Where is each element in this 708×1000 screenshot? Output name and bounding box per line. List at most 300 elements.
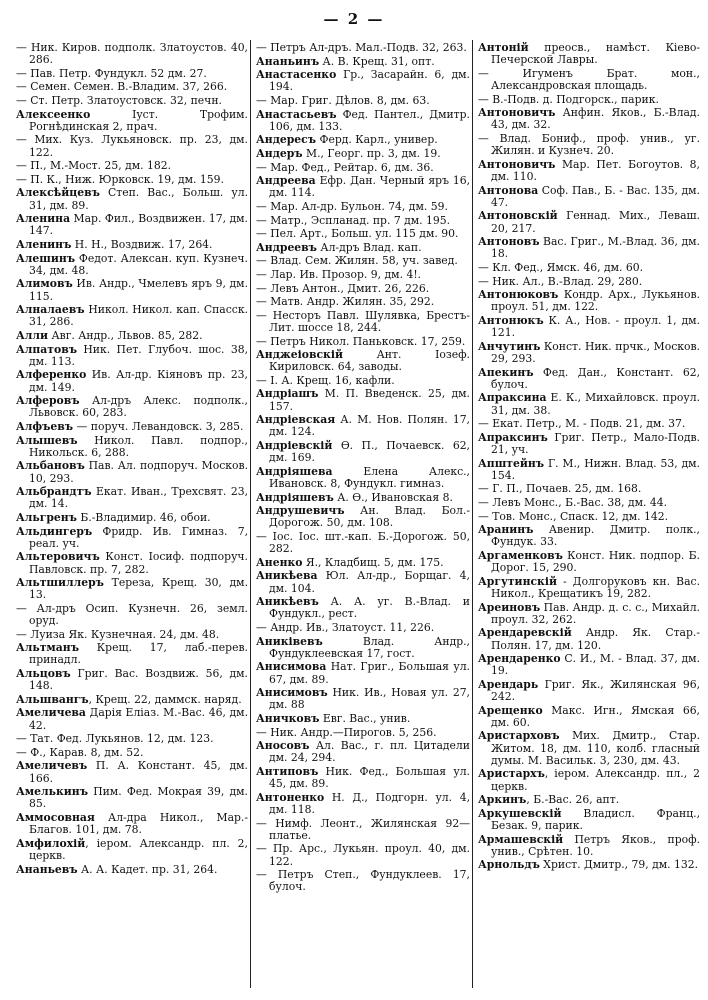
entry-details: Ефр. Дан. Черный яръ 16, дм. 114.	[269, 174, 470, 200]
directory-entry	[256, 375, 470, 387]
entry-details: Тереза, Крещ. 30, дм. 13.	[29, 576, 248, 602]
directory-entry	[16, 160, 248, 172]
directory-entry	[256, 414, 470, 438]
entry-details: преосв., намѣст. Кіево-Печерской Лавры.	[491, 42, 700, 67]
directory-entry	[256, 175, 470, 199]
entry-details: Григ. Вас. Воздвиж. 56, дм. 148.	[29, 667, 248, 693]
entry-surname: Аненко	[256, 555, 303, 569]
directory-entry	[16, 733, 248, 745]
directory-entry	[256, 570, 470, 594]
entry-details: — Петръ Никол. Паньковск. 17, 259.	[256, 334, 466, 348]
entry-details: — Мар. Фед., Рейтар. 6, дм. 36.	[256, 160, 434, 174]
directory-entry	[256, 336, 470, 348]
directory-entry	[478, 602, 700, 626]
directory-entry	[16, 253, 248, 277]
entry-details: Фед. Дан., Констант. 62, булоч.	[491, 365, 700, 391]
entry-details: Ник. Пет. Глубоч. шос. 38, дм. 113.	[29, 342, 248, 368]
entry-details: — Петръ Степ., Фундуклеев. 17, булоч.	[256, 868, 470, 894]
entry-details: — Тов. Монс., Спаск. 12, дм. 142.	[478, 509, 669, 523]
entry-details: — Iос. Iос. шт.-кап. Б.-Дорогож. 50, 282.	[256, 530, 470, 556]
entry-surname: Алфъевъ	[16, 419, 74, 433]
directory-column-2	[256, 42, 470, 992]
entry-details: — Луиза Як. Кузнечная. 24, дм. 48.	[16, 627, 220, 641]
directory-entry	[478, 367, 700, 391]
directory-entry	[478, 859, 700, 871]
directory-entry	[16, 551, 248, 575]
directory-entry	[478, 107, 700, 131]
entry-surname: Апекинъ	[478, 365, 534, 379]
directory-entry	[256, 869, 470, 893]
entry-details: С. И., М. - Влад. 37, дм. 19.	[491, 652, 700, 678]
directory-entry	[256, 492, 470, 504]
entry-details: А. А. уг. В.-Влад. и Фундукл., рест.	[269, 595, 470, 621]
entry-surname: Алексеенко	[16, 107, 91, 121]
entry-details: М., Георг. пр. 3, дм. 19.	[302, 146, 441, 160]
entry-details: Никол. Никол. кап. Спасск. 31, 286.	[29, 303, 248, 329]
entry-details: — Г. П., Почаев. 25, дм. 168.	[478, 482, 642, 496]
entry-details: Нат. Григ., Большая ул. 67, дм. 89.	[269, 660, 470, 686]
directory-entry	[16, 187, 248, 211]
entry-surname: Арнольдъ	[478, 858, 540, 872]
entry-surname: Андреева	[256, 174, 316, 188]
entry-details: А. В. Крещ. 31, опт.	[319, 54, 435, 68]
entry-details: Я., Кладбищ. 5, дм. 175.	[302, 555, 444, 569]
directory-entry	[256, 792, 470, 816]
entry-details: К. А., Нов. - проул. 1, дм. 121.	[491, 313, 700, 340]
entry-details: Конст. Iосиф. подпоруч. Павловск. пр. 7, 282.	[29, 550, 248, 576]
directory-entry	[16, 278, 248, 302]
directory-entry	[16, 486, 248, 510]
directory-entry	[478, 458, 700, 482]
entry-details: — Нимф. Леонт., Жилянская 92—платье.	[256, 816, 470, 842]
entry-details: — В.-Подв. д. Подгорск., парик.	[478, 92, 659, 106]
entry-surname: Антоновичъ	[478, 106, 556, 120]
entry-surname: Аниківевъ	[256, 634, 323, 648]
entry-surname: Альшвангъ	[16, 692, 89, 706]
entry-details: — П. К., Ниж. Юрковск. 19, дм. 159.	[16, 172, 224, 186]
entry-details: — Влад. Бониф., проф. унив., уг. Жилян. и Кузнеч. 20.	[478, 131, 700, 158]
directory-entry	[478, 276, 700, 288]
entry-surname: Аничковъ	[256, 712, 320, 726]
entry-details: Крещ. 17, лаб.-перев. принадл.	[29, 641, 248, 667]
entry-surname: Анисимовъ	[256, 686, 328, 700]
entry-details: Владисл. Франц., Безак. 9, парик.	[491, 806, 700, 833]
entry-surname: Альбрандтъ	[16, 485, 92, 499]
entry-details: Никол. Павл. подпор., Никольск. 6, 288.	[29, 433, 248, 459]
entry-surname: Андріевская	[256, 413, 336, 427]
entry-surname: Ананьевъ	[16, 862, 78, 876]
directory-entry	[16, 512, 248, 524]
entry-surname: Альдингеръ	[16, 524, 93, 538]
entry-surname: Антоновъ	[478, 235, 540, 249]
entry-details: Григ. Петр., Мало-Подв. 21, уч.	[491, 430, 700, 456]
directory-entry	[256, 727, 470, 739]
entry-surname: Амфилохій	[16, 836, 86, 850]
entry-surname: Арендаренко	[478, 652, 561, 666]
directory-entry	[16, 526, 248, 550]
entry-details: — Ник. Андр.—Пирогов. 5, 256.	[256, 725, 437, 739]
directory-entry	[16, 460, 248, 484]
directory-entry	[16, 68, 248, 80]
directory-entry	[478, 185, 700, 209]
entry-details: Ан. Влад. Бол.-Дорогож. 50, дм. 108.	[269, 504, 470, 530]
entry-details: — П., М.-Мост. 25, дм. 182.	[16, 159, 172, 173]
entry-surname: Антонюкъ	[478, 313, 544, 327]
directory-entry	[16, 786, 248, 810]
directory-entry	[478, 236, 700, 260]
directory-entry	[256, 661, 470, 685]
entry-surname: Андріяшевъ	[256, 490, 334, 504]
directory-entry	[256, 310, 470, 334]
entry-details: — Ф., Карав. 8, дм. 52.	[16, 745, 144, 759]
entry-details: Б.-Владимир. 46, обои.	[76, 510, 211, 524]
entry-surname: Арендаревскій	[478, 626, 572, 640]
directory-entry	[256, 713, 470, 725]
directory-entry	[16, 81, 248, 93]
directory-entry	[16, 369, 248, 393]
entry-details: Фед. Пантел., Дмитр. 106, дм. 133.	[269, 107, 470, 133]
directory-entry	[256, 622, 470, 634]
entry-details: , іером. Александр. пл. 2, церкв.	[29, 836, 248, 863]
column-divider	[250, 40, 251, 988]
entry-details: — Мих. Куз. Лукьяновск. пр. 23, дм. 122.	[16, 133, 248, 159]
directory-entry	[16, 239, 248, 251]
directory-entry	[478, 315, 700, 339]
entry-surname: Алналаевъ	[16, 303, 85, 317]
entry-surname: Аммосовная	[16, 811, 95, 825]
entry-details: — Пав. Петр. Фундукл. 52 дм. 27.	[16, 66, 207, 80]
entry-details: Авенир. Дмитр. полк., Фундук. 33.	[491, 523, 700, 549]
directory-entry	[16, 668, 248, 692]
directory-entry	[478, 341, 700, 365]
entry-surname: Алферовъ	[16, 394, 80, 408]
entry-surname: Альтманъ	[16, 641, 79, 655]
entry-surname: Антоній	[478, 42, 529, 54]
entry-details: Федот. Алексан. куп. Кузнеч. 34, дм. 48.	[29, 251, 248, 277]
entry-details: — Андр. Ив., Златоуст. 11, 226.	[256, 621, 435, 635]
directory-entry	[256, 95, 470, 107]
directory-entry	[256, 505, 470, 529]
directory-entry	[16, 421, 248, 433]
entry-details: Н. Д., Подгорн. ул. 4, дм. 118.	[269, 790, 470, 817]
entry-surname: Аркинъ	[478, 793, 527, 807]
entry-details: — Игуменъ Брат. мон., Александровская площадь.	[478, 66, 700, 92]
directory-entry	[478, 834, 700, 858]
directory-entry	[16, 395, 248, 419]
entry-details: — Екат. Петр., М. - Подв. 21, дм. 37.	[478, 417, 686, 431]
entry-surname: Амеличева	[16, 706, 86, 720]
entry-surname: Аникѣева	[256, 569, 318, 583]
directory-entry	[16, 304, 248, 328]
entry-details: — Петръ Ал-дръ. Мал.-Подв. 32, 263.	[256, 42, 467, 54]
entry-details: Христ. Дмитр., 79, дм. 132.	[539, 858, 699, 872]
directory-entry	[16, 213, 248, 237]
directory-entry	[256, 134, 470, 146]
entry-details: Андр. Як. Стар.-Полян. 17, дм. 120.	[491, 626, 700, 652]
directory-entry	[256, 843, 470, 867]
directory-entry	[478, 262, 700, 274]
entry-details: — поруч. Левандовск. 3, 285.	[73, 419, 244, 433]
directory-entry	[478, 94, 700, 106]
entry-details: — Ник. Киров. подполк. Златоустов. 40, 286.	[16, 42, 248, 67]
entry-details: Григ. Як., Жилянская 96, 242.	[491, 677, 700, 704]
directory-entry	[478, 42, 700, 66]
directory-entry	[478, 497, 700, 509]
directory-entry	[478, 768, 700, 792]
directory-entry	[16, 330, 248, 342]
directory-entry	[478, 392, 700, 416]
directory-entry	[16, 812, 248, 836]
entry-details: Пав. Ал. подпоруч. Москов. 10, 293.	[29, 459, 248, 485]
entry-surname: Аргутинскій	[478, 574, 557, 588]
entry-surname: Альгренъ	[16, 510, 77, 524]
page-number: — 2 —	[323, 10, 385, 28]
entry-details: — Ал-дръ Осип. Кузнечн. 26, земл. оруд.	[16, 601, 248, 628]
entry-details: — Кл. Фед., Ямск. 46, дм. 60.	[478, 260, 644, 274]
directory-entry	[478, 794, 700, 806]
entry-details: , Крещ. 22, даммск. наряд.	[88, 692, 242, 706]
directory-entry	[16, 603, 248, 627]
directory-entry	[478, 730, 700, 767]
entry-surname: Апштейнъ	[478, 456, 545, 470]
entry-details: Мар. Фил., Воздвижен. 17, дм. 147.	[29, 212, 248, 238]
directory-entry	[256, 818, 470, 842]
directory-entry	[256, 766, 470, 790]
directory-entry	[16, 694, 248, 706]
entry-details: — Левъ Антон., Дмит. 26, 226.	[256, 281, 430, 295]
entry-details: Ал-дра Никол., Мар.-Благов. 101, дм. 78.	[29, 811, 248, 837]
entry-surname: Антоновскій	[478, 209, 558, 223]
directory-entry	[256, 42, 470, 54]
entry-surname: Апраксинъ	[478, 430, 548, 444]
directory-entry	[478, 705, 700, 729]
directory-entry	[478, 210, 700, 234]
directory-entry	[256, 388, 470, 412]
entry-surname: Алпатовъ	[16, 342, 77, 356]
entry-details: - Долгоруковъ кн. Вас. Никол., Крещатикъ 19, 282.	[491, 574, 700, 600]
directory-entry	[16, 344, 248, 368]
directory-entry	[16, 577, 248, 601]
directory-entry	[256, 440, 470, 464]
directory-entry	[16, 174, 248, 186]
entry-surname: Ананьинъ	[256, 54, 320, 68]
entry-details: Гр., Засарайн. 6, дм. 194.	[269, 68, 470, 94]
directory-entry	[256, 687, 470, 711]
entry-surname: Антонова	[478, 183, 539, 197]
directory-column-1	[16, 42, 248, 992]
entry-details: Г. М., Нижн. Влад. 53, дм. 154.	[491, 456, 700, 482]
entry-details: Мих. Дмитр., Стар. Житом. 18, дм. 110, колб. гласный думы. М. Васильк. 3, 230, дм. 43.	[491, 729, 700, 767]
entry-details: Ив. Андр., Чмелевъ яръ 9, дм. 115.	[29, 277, 248, 303]
entry-details: Макс. Игн., Ямская 66, дм. 60.	[491, 703, 700, 729]
directory-entry	[478, 432, 700, 456]
entry-surname: Альтшиллеръ	[16, 576, 104, 590]
entry-surname: Анастасьевъ	[256, 107, 337, 121]
entry-surname: Аристархъ	[478, 767, 545, 781]
entry-details: — Мар. Григ. Дѣлов. 8, дм. 63.	[256, 93, 430, 107]
entry-details: Пим. Фед. Мокрая 39, дм. 85.	[29, 785, 248, 811]
directory-entry	[256, 283, 470, 295]
directory-entry	[478, 679, 700, 703]
entry-details: Мар. Пет. Богоутов. 8, дм. 110.	[491, 157, 700, 183]
entry-surname: Антоновичъ	[478, 157, 556, 171]
directory-entry	[16, 95, 248, 107]
entry-surname: Антоненко	[256, 790, 325, 804]
directory-entry	[16, 707, 248, 731]
entry-details: Влад. Андр., Фундуклеевская 17, гост.	[269, 634, 470, 660]
directory-entry	[478, 576, 700, 600]
directory-entry	[478, 68, 700, 92]
directory-entry	[16, 134, 248, 158]
column-divider	[472, 40, 473, 988]
entry-details: — Ник. Ал., В.-Влад. 29, 280.	[478, 274, 643, 288]
directory-entry	[478, 808, 700, 832]
directory-entry	[256, 201, 470, 213]
entry-surname: Амеличевъ	[16, 759, 88, 773]
entry-surname: Анджеіовскій	[256, 348, 343, 362]
directory-entry	[16, 864, 248, 876]
directory-entry	[16, 642, 248, 666]
directory-entry	[256, 636, 470, 660]
entry-details: А. М. Нов. Полян. 17, дм. 124.	[269, 413, 470, 439]
entry-details: П. А. Констант. 45, дм. 166.	[29, 759, 248, 785]
directory-entry	[478, 159, 700, 183]
entry-details: Ѳ. П., Почаевск. 62, дм. 169.	[269, 439, 470, 465]
entry-details: Евг. Вас., унив.	[319, 712, 411, 726]
entry-details: Вас. Григ., М.-Влад. 36, дм. 18.	[491, 235, 700, 261]
entry-surname: Аранинъ	[478, 523, 534, 537]
directory-entry	[16, 760, 248, 784]
directory-entry	[256, 466, 470, 490]
directory-entry	[256, 557, 470, 569]
entry-surname: Андріяшева	[256, 464, 333, 478]
entry-surname: Анчутинъ	[478, 339, 541, 353]
entry-details: Елена Алекс., Ивановск. 8, Фундукл. гимназ.	[269, 464, 470, 491]
entry-details: Пав. Андр. д. с. с., Михайл. проул. 32, 262.	[491, 600, 700, 626]
directory-entry	[256, 349, 470, 373]
entry-surname: Альцовъ	[16, 667, 71, 681]
entry-details: , Б.-Вас. 26, апт.	[526, 793, 620, 807]
directory-entry	[256, 109, 470, 133]
entry-details: , іером. Александр. пл., 2 церкв.	[491, 767, 700, 793]
entry-surname: Амелькинъ	[16, 785, 88, 799]
entry-surname: Алимовъ	[16, 277, 73, 291]
entry-surname: Альбановъ	[16, 459, 85, 473]
entry-details: Кондр. Арх., Лукьянов. проул. 51, дм. 122.	[491, 288, 700, 314]
entry-details: Анфин. Яков., Б.-Влад. 43, дм. 32.	[491, 106, 700, 132]
entry-details: Конст. Ник. прчк., Москов. 29, 293.	[491, 339, 700, 365]
directory-entry	[478, 289, 700, 313]
directory-entry	[256, 255, 470, 267]
entry-details: Соф. Пав., Б. - Вас. 135, дм. 47.	[491, 183, 700, 209]
directory-entry	[478, 627, 700, 651]
entry-details: — Пел. Арт., Больш. ул. 115 дм. 90.	[256, 227, 459, 241]
entry-details: — Матв. Андр. Жилян. 35, 292.	[256, 295, 435, 309]
entry-surname: Аристарховъ	[478, 729, 560, 743]
directory-column-3	[478, 42, 700, 992]
entry-details: Н. Н., Воздвиж. 17, 264.	[71, 237, 213, 251]
entry-details: М. П. Введенск. 25, дм. 157.	[269, 387, 470, 413]
entry-details: — Левъ Монс., Б.-Вас. 38, дм. 44.	[478, 495, 668, 509]
directory-entry	[16, 629, 248, 641]
entry-details: Петръ Яков., проф. унив., Срѣтен. 10.	[491, 832, 700, 858]
entry-details: — Несторъ Павл. Шулявка, Брестъ-Лит. шоссе 18, 244.	[256, 308, 470, 334]
entry-surname: Алли	[16, 328, 49, 342]
entry-details: Iуст. Трофим. Рогнѣдинская 2, прач.	[29, 107, 248, 133]
entry-details: — Ст. Петр. Златоустовск. 32, печн.	[16, 93, 222, 107]
entry-surname: Андріашъ	[256, 387, 319, 401]
entry-surname: Алференко	[16, 368, 87, 382]
directory-entry	[256, 69, 470, 93]
entry-surname: Антонюковъ	[478, 288, 559, 302]
entry-details: Геннад. Мих., Леваш. 20, 217.	[491, 209, 700, 235]
entry-details: Екат. Иван., Трехсвят. 23, дм. 14.	[29, 485, 248, 511]
entry-surname: Андеръ	[256, 146, 303, 160]
directory-entry	[256, 162, 470, 174]
entry-surname: Аркушевскій	[478, 806, 562, 820]
directory-entry	[478, 511, 700, 523]
entry-details: Авг. Андр., Львов. 85, 282.	[48, 328, 203, 342]
entry-surname: Анастасенко	[256, 68, 337, 82]
entry-surname: Аникѣевъ	[256, 595, 319, 609]
entry-details: Фридр. Ив. Гимназ. 7, реал. уч.	[29, 524, 248, 550]
entry-surname: Андреевъ	[256, 240, 317, 254]
entry-surname: Арещенко	[478, 703, 543, 717]
entry-surname: Аносовъ	[256, 739, 310, 753]
entry-surname: Ареиновъ	[478, 600, 541, 614]
entry-surname: Армашевскій	[478, 832, 564, 846]
directory-entry	[256, 596, 470, 620]
directory-entry	[256, 242, 470, 254]
directory-entry	[256, 740, 470, 764]
entry-surname: Арендарь	[478, 677, 539, 691]
entry-surname: Антиповъ	[256, 765, 319, 779]
entry-surname: Аленинъ	[16, 237, 72, 251]
directory-entry	[478, 418, 700, 430]
directory-entry	[478, 524, 700, 548]
entry-surname: Алексѣйцевъ	[16, 186, 100, 200]
directory-entry	[256, 296, 470, 308]
entry-details: Ал-дръ Влад. кап.	[316, 240, 422, 254]
entry-surname: Андересъ	[256, 133, 317, 147]
directory-entry	[16, 747, 248, 759]
directory-entry	[478, 550, 700, 574]
directory-entry	[256, 531, 470, 555]
entry-surname: Алешинъ	[16, 251, 76, 265]
directory-entry	[16, 109, 248, 133]
entry-details: Е. К., Михайловск. проул. 31, дм. 38.	[491, 391, 700, 417]
entry-surname: Алышевъ	[16, 433, 78, 447]
entry-details: Ив. Ал-др. Кіяновъ пр. 23, дм. 149.	[29, 368, 248, 394]
directory-entry	[16, 838, 248, 862]
directory-entry	[478, 653, 700, 677]
entry-surname: Аленина	[16, 212, 71, 226]
entry-details: Ал. Вас., г. пл. Цитадели дм. 24, 294.	[269, 739, 470, 765]
entry-details: Дарія Еліаз. М.-Вас. 46, дм. 42.	[29, 706, 248, 732]
directory-entry	[256, 269, 470, 281]
entry-details: — Пр. Арс., Лукьян. проул. 40, дм. 122.	[256, 842, 470, 868]
entry-surname: Апраксина	[478, 391, 547, 405]
entry-details: — Мар. Ал-др. Бульон. 74, дм. 59.	[256, 199, 448, 213]
directory-entry	[478, 483, 700, 495]
entry-details: А. А. Кадет. пр. 31, 264.	[77, 862, 218, 876]
entry-details: Ник. Фед., Большая ул. 45, дм. 89.	[269, 765, 470, 791]
entry-details: — Матр., Эспланад. пр. 7 дм. 195.	[256, 213, 451, 227]
entry-details: — Тат. Фед. Лукьянов. 12, дм. 123.	[16, 732, 214, 746]
directory-entry	[256, 56, 470, 68]
entry-details: Ник. Ив., Новая ул. 27, дм. 88	[269, 686, 470, 712]
directory-entry	[16, 42, 248, 66]
